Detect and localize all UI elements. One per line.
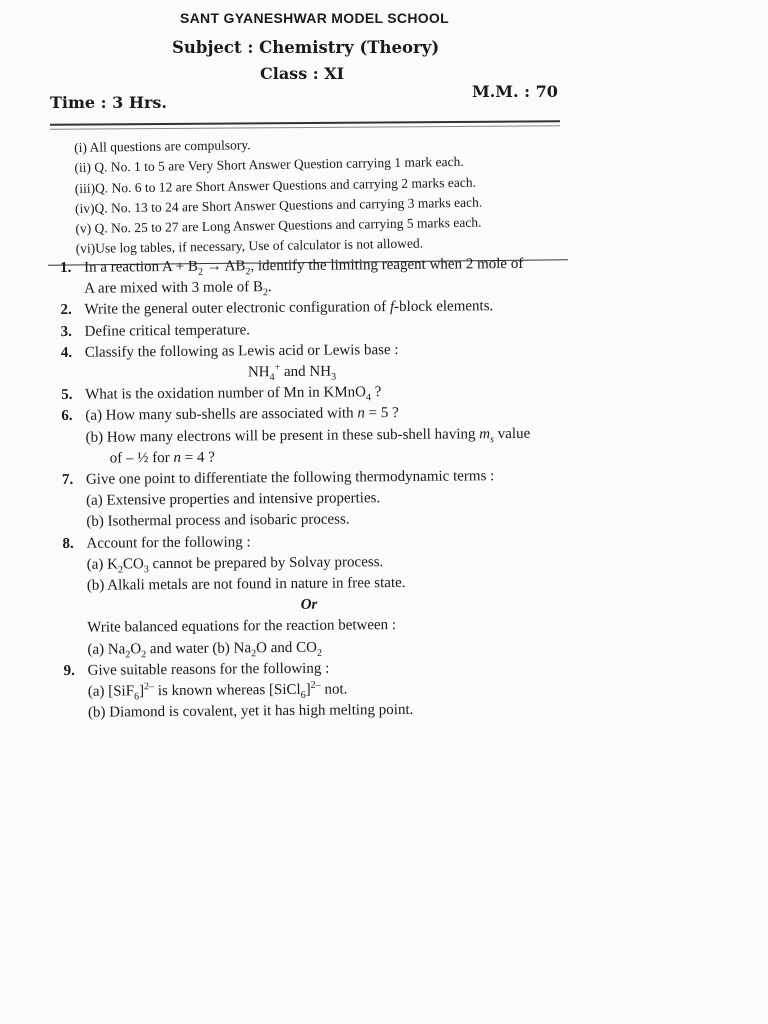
question-text: CO — [122, 556, 144, 573]
instruction-item: (vi)Use log tables, if necessary, Use of calculator is not allowed. — [75, 236, 424, 257]
question-number: 8. — [62, 535, 74, 552]
question-text: O and CO — [256, 639, 317, 656]
question-text: A are mixed with 3 mole of B — [84, 279, 264, 297]
question-8-part-b: (b) Alkali metals are not found in nature in free state. — [86, 575, 406, 594]
header-rule-secondary — [50, 125, 560, 130]
question-number: 9. — [63, 662, 75, 679]
superscript: 2– — [143, 681, 155, 693]
max-marks-label: M.M. : 70 — [472, 82, 558, 101]
italic-symbol: m — [479, 425, 491, 442]
question-8-alternative: Write balanced equations for the reaction between : — [87, 617, 397, 637]
instructions-list — [74, 130, 576, 260]
formula-text: NH — [247, 364, 270, 381]
question-number: 6. — [61, 408, 73, 425]
question-text: → AB — [202, 258, 246, 275]
subscript: 3 — [143, 564, 149, 576]
question-number: 5. — [61, 387, 73, 404]
question-number: 3. — [60, 323, 72, 340]
subscript: 3 — [331, 371, 337, 383]
question-text: not. — [320, 681, 348, 698]
question-text: and water (b) Na — [146, 639, 252, 657]
superscript: 2– — [310, 679, 321, 691]
question-number: 1. — [60, 259, 72, 276]
question-text: . — [267, 279, 272, 296]
italic-symbol: f — [389, 299, 395, 316]
subscript: 2 — [125, 649, 131, 661]
question-text: value — [493, 425, 531, 442]
subscript: 2 — [197, 266, 204, 278]
time-label: Time : 3 Hrs. — [50, 93, 167, 112]
subscript: 2 — [141, 648, 147, 660]
question-text: Write the general outer electronic configuration of — [84, 299, 391, 319]
question-text: , identify the limiting reagent when 2 mole of — [250, 255, 524, 275]
subscript: 2 — [245, 266, 251, 278]
question-number: 2. — [60, 302, 72, 319]
question-text: -block elements. — [394, 298, 494, 316]
formula-text: and NH — [280, 363, 332, 381]
subscript: s — [490, 433, 495, 445]
class-label: Class : XI — [260, 64, 345, 83]
question-text: Give suitable reasons for the following : — [87, 660, 330, 679]
question-number: 7. — [61, 471, 74, 488]
school-name: SANT GYANESHWAR MODEL SCHOOL — [180, 10, 449, 26]
question-text: (a) Na — [87, 641, 126, 658]
or-separator: Or — [300, 596, 318, 614]
question-text: cannot be prepared by Solvay process. — [148, 553, 384, 573]
question-9-part-b: (b) Diamond is covalent, yet it has high melting point. — [87, 702, 414, 722]
question-text: ? — [370, 384, 382, 401]
question-text: = 5 ? — [364, 405, 399, 422]
question-7-part-a: (a) Extensive properties and intensive properties. — [86, 490, 381, 509]
question-text: Account for the following : — [86, 533, 251, 552]
question-text: Give one point to differentiate the following thermodynamic terms : — [85, 468, 495, 488]
italic-symbol: n — [173, 449, 182, 466]
subscript: 2 — [251, 647, 257, 659]
question-text: (a) [SiF — [87, 683, 135, 700]
subject-title: Subject : Chemistry (Theory) — [172, 38, 440, 57]
question-text: What is the oxidation number of Mn in KMnO — [85, 384, 367, 403]
question-text: (a) K — [86, 556, 118, 573]
question-text: = 4 ? — [180, 449, 215, 466]
subscript: 2 — [117, 564, 124, 576]
subscript: 4 — [269, 372, 275, 384]
instruction-item: (iv)Q. No. 13 to 24 are Short Answer Questions and carrying 3 marks each. — [74, 194, 483, 216]
instruction-item: (v) Q. No. 25 to 27 are Long Answer Questions and carrying 5 marks each. — [75, 214, 482, 237]
question-text: (b) How many electrons will be present in these sub-shell having — [85, 425, 480, 446]
question-text: is known whereas [SiCl — [153, 681, 301, 700]
question-text: O — [130, 640, 142, 658]
instruction-item: (i) All questions are compulsory. — [74, 137, 251, 155]
question-text: Classify the following as Lewis acid or Lewis base : — [84, 341, 399, 361]
superscript: + — [274, 362, 281, 374]
question-text: In a reaction A + B — [84, 258, 199, 276]
instruction-item: (ii) Q. No. 1 to 5 are Very Short Answer Question carrying 1 mark each. — [74, 154, 464, 176]
question-text: (a) How many sub-shells are associated with — [85, 405, 358, 425]
subscript: 6 — [134, 691, 140, 703]
subscript: 2 — [262, 287, 269, 299]
question-text: of – ½ for — [109, 449, 174, 467]
question-9-part-a: (a) $[SiF_6]^{2-}$ is known whereas [SiCl$_6$]$^{2-}$ not. — [87, 679, 348, 703]
italic-symbol: n — [357, 405, 365, 422]
question-number: 4. — [60, 344, 73, 361]
instruction-item: (iii)Q. No. 6 to 12 are Short Answer Questions and carrying 2 marks each. — [74, 174, 477, 196]
question-7-part-b: (b) Isothermal process and isobaric process. — [86, 511, 350, 531]
subscript: 6 — [300, 689, 306, 701]
subscript: 2 — [316, 647, 323, 659]
subscript: 4 — [365, 392, 372, 404]
questions-list — [56, 253, 590, 724]
question-text: Define critical temperature. — [84, 321, 251, 340]
